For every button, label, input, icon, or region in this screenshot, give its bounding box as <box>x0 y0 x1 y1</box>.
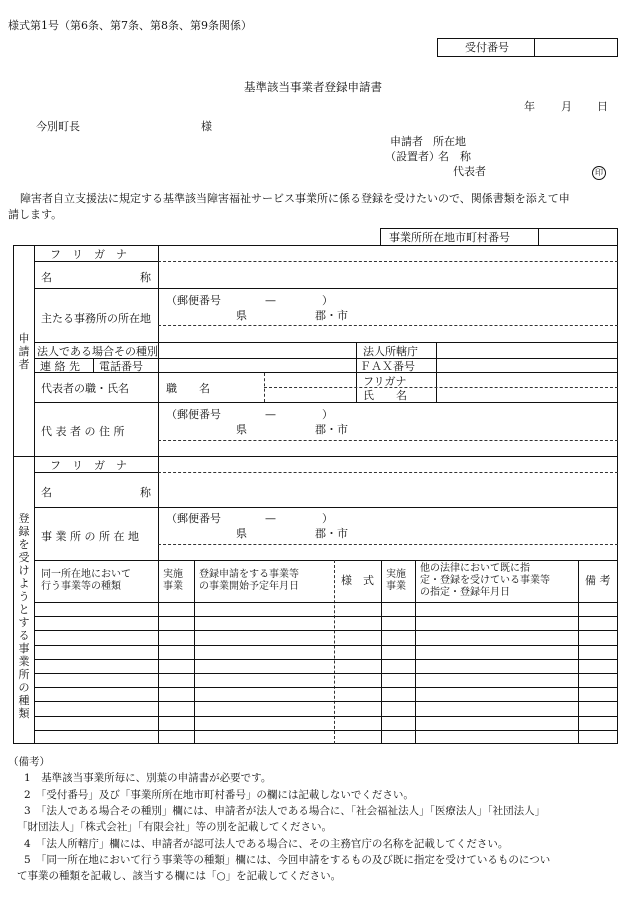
applicant-name-label-left: 名 <box>41 271 52 284</box>
facility-address-field[interactable] <box>159 508 617 560</box>
rep-address-field[interactable] <box>159 403 617 456</box>
col-same-location-l1: 同一所在地において <box>41 569 131 580</box>
applicant-pref-label: 県 <box>236 309 247 322</box>
applicant-postal-close: ） <box>322 294 333 307</box>
rep-name-label: 氏 名 <box>363 389 407 402</box>
col-other-l3: の指定・登録年月日 <box>420 587 510 598</box>
facility-pref-label: 県 <box>236 527 247 540</box>
applicant-name-label-right: 称 <box>140 271 151 284</box>
facility-name-label-right: 称 <box>140 486 151 499</box>
row-line <box>34 261 158 262</box>
contact-label: 連 絡 先 <box>40 360 80 373</box>
applicant-side-label: 申請者 <box>18 332 30 371</box>
corp-authority-label: 法人所轄庁 <box>363 345 418 358</box>
col-other-l1: 他の法律において既に指 <box>420 563 530 574</box>
reception-number-label: 受付番号 <box>465 41 509 54</box>
applicant-county-label: 郡・市 <box>315 309 348 322</box>
notes-heading: （備考） <box>8 756 50 768</box>
establisher-label: （設置者） <box>385 150 440 163</box>
row-line <box>34 472 158 473</box>
applicant-postal-label: （郵便番号 <box>166 294 221 307</box>
fax-label: ＦＡＸ番号 <box>360 360 415 373</box>
intro-line-2: 請します。 <box>8 208 63 221</box>
note-5b: て事業の種類を記載し、該当する欄には「○」を記載してください。 <box>17 870 342 882</box>
facility-postal-label: （郵便番号 <box>166 512 221 525</box>
intro-line-1: 障害者自立支援法に規定する基準該当障害福祉サービス事業所に係る登録を受けたいので、関係書類を添えて申 <box>20 192 570 205</box>
col-same-location-l2: 行う事業等の種類 <box>41 581 121 592</box>
rep-postal-close: ） <box>322 408 333 421</box>
col-remarks: 備 考 <box>585 574 611 587</box>
facility-postal-dash: — <box>265 512 276 525</box>
note-3a: 3 「法人である場合その種別」欄には、申請者が法人である場合に、「社会福祉法人」「医療法人」「社団法人」 <box>24 805 546 817</box>
rep-postal-label: （郵便番号 <box>166 408 221 421</box>
reception-number-field[interactable] <box>535 39 617 56</box>
representative-label: 代表者 <box>453 165 486 178</box>
facility-name-field[interactable] <box>159 473 617 507</box>
form-number: 様式第1号（第6条、第7条、第8条、第9条関係） <box>8 19 252 32</box>
facility-type-row[interactable] <box>35 717 617 730</box>
date-month: 月 <box>561 100 572 113</box>
applicant-postal-dash: — <box>265 294 276 307</box>
col-impl2-l2: 事業 <box>386 581 406 592</box>
note-3b: 「財団法人」「株式会社」「有限会社」等の別を記載してください。 <box>17 821 332 833</box>
col-impl-l2: 事業 <box>163 581 183 592</box>
rep-furigana-label: フリガナ <box>363 375 407 388</box>
facility-address-label: 事 業 所 の 所 在 地 <box>41 530 139 543</box>
facility-type-row[interactable] <box>35 674 617 687</box>
rep-furigana-line <box>264 387 618 388</box>
applicant-name-label: 名 称 <box>438 150 471 163</box>
facility-postal-close: ） <box>322 512 333 525</box>
rep-county-label: 郡・市 <box>315 423 348 436</box>
facility-type-row[interactable] <box>35 646 617 659</box>
col-start-l2: の事業開始予定年月日 <box>199 581 299 592</box>
rep-title-label: 職 名 <box>166 382 210 395</box>
date-year: 年 <box>524 100 535 113</box>
facility-type-row[interactable] <box>35 660 617 673</box>
corp-type-label: 法人である場合その種別 <box>37 345 158 358</box>
main-office-address-field[interactable] <box>159 289 617 342</box>
seal-icon: 印 <box>592 166 606 180</box>
facility-name-label-left: 名 <box>41 486 52 499</box>
facility-type-row[interactable] <box>35 688 617 701</box>
page-title: 基準該当事業者登録申請書 <box>244 80 382 94</box>
facility-type-row[interactable] <box>35 603 617 616</box>
facility-county-label: 郡・市 <box>315 527 348 540</box>
note-5a: 5 「同一所在地において行う事業等の種類」欄には、今回申請をするもの及び既に指定を受けているものについ <box>24 854 551 866</box>
facility-type-row[interactable] <box>35 631 617 644</box>
facility-type-row[interactable] <box>35 731 617 744</box>
applicant-furigana-label: フ リ ガ ナ <box>50 248 127 261</box>
applicant-address-label: 所在地 <box>433 135 466 148</box>
facility-side-label: 登録を受けようとする事業所の種類 <box>18 512 30 720</box>
applicant-name-field[interactable] <box>159 262 617 288</box>
rep-pref-label: 県 <box>236 423 247 436</box>
rep-postal-dash: — <box>265 408 276 421</box>
facility-type-row[interactable] <box>35 617 617 630</box>
col-impl2-l1: 実施 <box>386 569 406 580</box>
municipality-code-label: 事業所所在地市町村番号 <box>389 231 510 244</box>
phone-label: 電話番号 <box>99 360 143 373</box>
rep-address-label: 代 表 者 の 住 所 <box>41 425 125 438</box>
row-line <box>34 372 618 373</box>
facility-type-row[interactable] <box>35 702 617 715</box>
col-other-l2: 定・登録を受けている事業等 <box>420 575 550 586</box>
municipality-code-field[interactable] <box>539 229 617 245</box>
note-2: 2 「受付番号」及び「事業所所在地市町村番号」の欄には記載しないでください。 <box>24 789 414 801</box>
main-office-address-label: 主たる事務所の所在地 <box>41 312 151 325</box>
col-form: 様 式 <box>341 574 374 587</box>
note-1: 1 基準該当事業所毎に、別葉の申請書が必要です。 <box>24 772 272 784</box>
col-start-l1: 登録申請をする事業等 <box>199 569 299 580</box>
applicant-label: 申請者 <box>390 135 423 148</box>
col-impl-l1: 実施 <box>163 569 183 580</box>
addressee: 今別町長 <box>36 120 80 133</box>
row-line <box>34 342 618 343</box>
contact-divider <box>93 358 94 372</box>
note-4: 4 「法人所轄庁」欄には、申請者が認可法人である場合に、その主務官庁の名称を記載してください。 <box>24 838 509 850</box>
row-line <box>34 358 618 359</box>
date-day: 日 <box>597 100 608 113</box>
honorific: 様 <box>201 120 212 133</box>
section-divider <box>13 456 618 457</box>
facility-furigana-label: フ リ ガ ナ <box>50 459 127 472</box>
row-line <box>34 560 618 561</box>
rep-title-name-label: 代表者の職・氏名 <box>41 382 129 395</box>
